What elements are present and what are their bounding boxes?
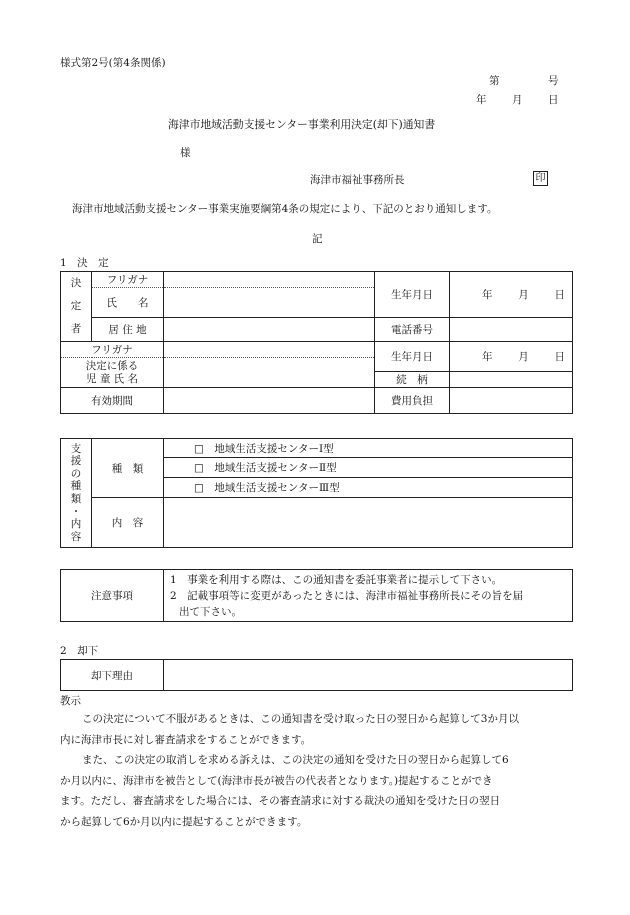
form-number: 様式第2号(第4条関係) — [60, 57, 166, 69]
decision-table — [60, 271, 573, 414]
type-option-3[interactable]: □ 地域生活支援センターⅢ型 — [164, 478, 573, 498]
name-field[interactable] — [164, 288, 375, 318]
furigana-field[interactable] — [164, 272, 375, 288]
content-field[interactable] — [164, 498, 573, 548]
notes-label: 注意事項 — [61, 570, 164, 622]
addressee-suffix: 様 — [180, 147, 191, 159]
instruction-body — [60, 709, 572, 832]
type-label: 種 類 — [92, 439, 164, 498]
decider-char: 決 — [70, 277, 82, 289]
valid-period-label: 有効期間 — [61, 388, 164, 414]
type-option-2[interactable]: □ 地域生活支援センターⅡ型 — [164, 458, 573, 478]
support-char: 種 — [70, 480, 82, 493]
number-suffix: 号 — [548, 75, 559, 87]
section1-heading: 1 決 定 — [60, 257, 109, 269]
child-furigana-label: フリガナ — [61, 342, 164, 358]
cost-label: 費用負担 — [375, 388, 450, 414]
child-label-line1: 決定に係る — [85, 359, 139, 372]
rejection-table — [60, 659, 573, 691]
birth-month: 月 — [518, 289, 529, 301]
birthdate-label: 生年月日 — [375, 272, 450, 318]
support-char: 援 — [70, 455, 82, 468]
seal-stamp-label: 印 — [533, 171, 548, 186]
notes-content — [164, 570, 573, 622]
instruction-line: この決定について不服があるときは、この通知書を受け取った日の翌日から起算して3か月以 — [82, 713, 519, 725]
furigana-label: フリガナ — [92, 272, 164, 288]
date-day: 日 — [548, 94, 559, 106]
address-label: 居 住 地 — [92, 318, 164, 342]
decider-char: 定 — [70, 300, 82, 312]
type-option-1[interactable]: □ 地域生活支援センターⅠ型 — [164, 439, 573, 458]
child-birth-day: 日 — [554, 351, 565, 363]
child-birthdate-label: 生年月日 — [375, 342, 450, 372]
phone-field[interactable] — [450, 318, 573, 342]
number-prefix: 第 — [489, 75, 500, 87]
support-table — [60, 438, 573, 548]
child-name-label — [61, 358, 164, 388]
rejection-reason-field[interactable] — [164, 660, 573, 691]
document-title: 海津市地域活動支援センター事業利用決定(却下)通知書 — [168, 118, 436, 131]
section2-heading: 2 却下 — [60, 645, 99, 657]
child-birthdate-field[interactable] — [450, 342, 573, 372]
support-char: 容 — [70, 530, 82, 543]
child-label-line2: 児 童 氏 名 — [85, 372, 138, 385]
note-item-2-line1: 2 記載事項等に変更があったときには、海津市福祉事務所長にその旨を届 — [170, 589, 524, 602]
support-char: ・ — [70, 505, 82, 518]
decider-char: 者 — [70, 323, 82, 335]
note-item-1: 1 事業を利用する際は、この通知書を委託事業者に提示して下さい。 — [170, 573, 503, 586]
address-field[interactable] — [164, 318, 375, 342]
support-char: 内 — [70, 518, 82, 531]
seal-stamp — [533, 171, 548, 186]
birth-day: 日 — [554, 289, 565, 301]
ki-label: 記 — [312, 233, 323, 245]
note-item-2-line2: 出て下さい。 — [179, 605, 242, 618]
child-birth-year: 年 — [482, 351, 493, 363]
support-side-label — [61, 439, 92, 548]
date-month: 月 — [512, 94, 523, 106]
relation-field[interactable] — [450, 372, 573, 388]
rejection-reason-label: 却下理由 — [61, 660, 164, 691]
birthdate-field[interactable] — [450, 272, 573, 318]
instruction-heading: 教示 — [60, 695, 81, 707]
instruction-line: また、この決定の取消しを求める訴えは、この決定の通知を受けた日の翌日から起算して6 — [82, 754, 509, 766]
support-char: の — [70, 467, 82, 480]
valid-period-field[interactable] — [164, 388, 375, 414]
phone-label: 電話番号 — [375, 318, 450, 342]
relation-label: 続 柄 — [375, 372, 450, 388]
date-year: 年 — [476, 94, 487, 106]
name-label: 氏 名 — [92, 288, 164, 318]
cost-field[interactable] — [450, 388, 573, 414]
issuer-name: 海津市福祉事務所長 — [310, 174, 405, 186]
instruction-line: から起算して6か月以内に提起することができます。 — [60, 815, 308, 828]
notes-table — [60, 569, 573, 622]
intro-text: 海津市地域活動支援センター事業実施要綱第4条の規定により、下記のとおり通知します。 — [72, 203, 498, 215]
child-birth-month: 月 — [518, 351, 529, 363]
child-furigana-field[interactable] — [164, 342, 375, 358]
instruction-line: ます。ただし、審査請求をした場合には、その審査請求に対する裁決の通知を受けた日の翌日 — [60, 795, 501, 807]
birth-year: 年 — [482, 289, 493, 301]
child-name-field[interactable] — [164, 358, 375, 388]
content-label: 内 容 — [92, 498, 164, 548]
instruction-line: か月以内に、海津市を被告として(海津市長が被告の代表者となります。)提起することができ — [60, 774, 493, 787]
support-char: 類 — [70, 493, 82, 505]
instruction-line: 内に海津市長に対し審査請求をすることができます。 — [60, 733, 312, 746]
decider-label — [61, 272, 92, 342]
support-char: 支 — [70, 442, 82, 455]
